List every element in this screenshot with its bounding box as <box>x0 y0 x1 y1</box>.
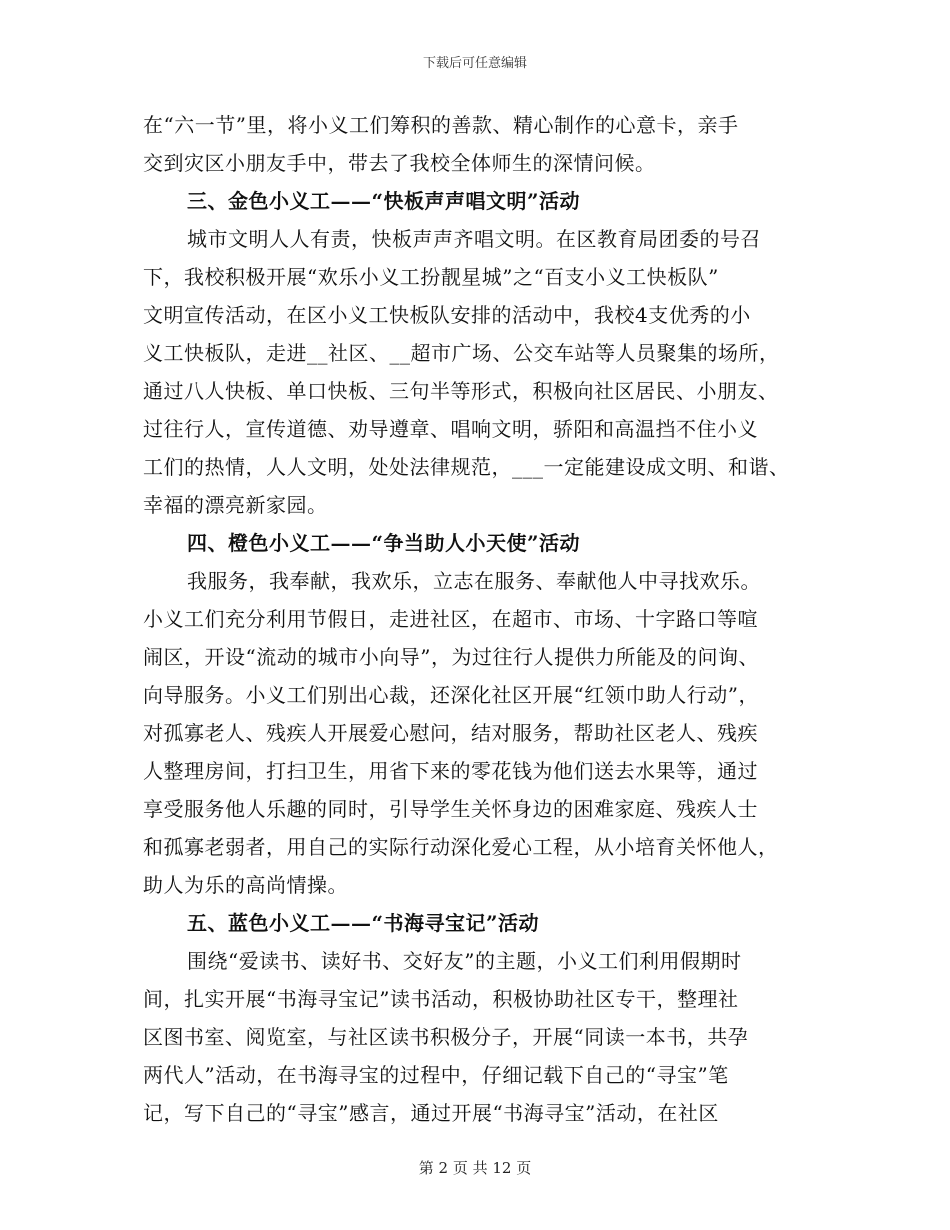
paragraph-line: 记，写下自己的“寻宝”感言，通过开展“书海寻宝”活动，在社区 <box>143 1101 719 1125</box>
paragraph-line: 工们的热情，人人文明，处处法律规范，___一定能建设成文明、和谐、 <box>143 455 790 479</box>
paragraph-line: 间，扎实开展“书海寻宝记”读书活动，积极协助社区专干，整理社 <box>143 987 739 1011</box>
section-heading: 三、金色小义工——“快板声声唱文明”活动 <box>187 189 581 213</box>
page-header: 下载后可任意编辑 <box>422 56 527 71</box>
paragraph-line: 助人为乐的高尚情操。 <box>143 873 348 897</box>
paragraph-line: 向导服务。小义工们别出心裁，还深化社区开展“红领巾助人行动”， <box>143 683 759 707</box>
paragraph-line: 围绕“爱读书、读好书、交好友”的主题，小义工们利用假期时 <box>187 949 742 973</box>
paragraph-line: 文明宣传活动，在区小义工快板队安排的活动中，我校4支优秀的小 <box>143 303 751 327</box>
document-body <box>143 106 833 1132</box>
section-heading: 五、蓝色小义工——“书海寻宝记”活动 <box>187 911 540 935</box>
paragraph-line: 区图书室、阅览室，与社区读书积极分子，开展“同读一本书，共孕 <box>143 1025 749 1049</box>
paragraph-line: 义工快板队，走进__社区、__超市广场、公交车站等人员聚集的场所， <box>143 341 780 365</box>
page-footer: 第 2 页 共 12 页 <box>418 1159 532 1177</box>
paragraph-line: 下，我校积极开展“欢乐小义工扮靓星城”之“百支小义工快板队” <box>143 265 719 289</box>
paragraph-line: 交到灾区小朋友手中，带去了我校全体师生的深情问候。 <box>143 151 656 175</box>
paragraph-line: 我服务，我奉献，我欢乐，立志在服务、奉献他人中寻找欢乐。 <box>187 569 761 593</box>
paragraph-line: 幸福的漂亮新家园。 <box>143 493 328 517</box>
paragraph-line: 通过八人快板、单口快板、三句半等形式，积极向社区居民、小朋友、 <box>143 379 779 403</box>
paragraph-line: 在“六一节”里，将小义工们筹积的善款、精心制作的心意卡，亲手 <box>143 113 739 137</box>
paragraph-line: 人整理房间，打扫卫生，用省下来的零花钱为他们送去水果等，通过 <box>143 759 758 783</box>
section-heading: 四、橙色小义工——“争当助人小天使”活动 <box>187 531 581 555</box>
paragraph-line: 两代人”活动，在书海寻宝的过程中，仔细记载下自己的“寻宝”笔 <box>143 1063 729 1087</box>
paragraph-line: 过往行人，宣传道德、劝导遵章、唱响文明，骄阳和高温挡不住小义 <box>143 417 758 441</box>
paragraph-line: 闹区，开设“流动的城市小向导”，为过往行人提供力所能及的问询、 <box>143 645 759 669</box>
paragraph-line: 城市文明人人有责，快板声声齐唱文明。在区教育局团委的号召 <box>187 227 761 251</box>
paragraph-line: 享受服务他人乐趣的同时，引导学生关怀身边的困难家庭、残疾人士 <box>143 797 758 821</box>
paragraph-line: 对孤寡老人、残疾人开展爱心慰问，结对服务，帮助社区老人、残疾 <box>143 721 758 745</box>
paragraph-line: 和孤寡老弱者，用自己的实际行动深化爱心工程，从小培育关怀他人， <box>143 835 779 859</box>
paragraph-line: 小义工们充分利用节假日，走进社区，在超市、市场、十字路口等喧 <box>143 607 758 631</box>
